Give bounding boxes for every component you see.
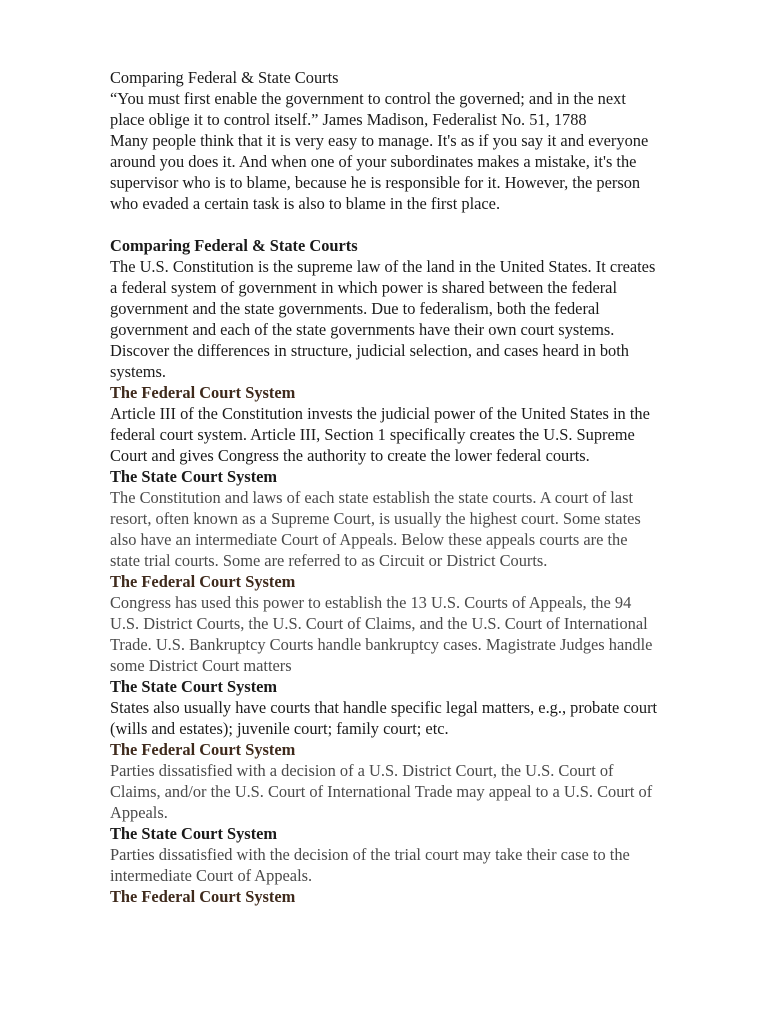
section-text-federal-1: Article III of the Constitution invests the judicial power of the United States in the federal court system. Article III, Section 1 specifically creates the U.S. Supreme Court and gives Congress the authority to create the lower federal courts. [110, 404, 650, 465]
spacer [110, 214, 728, 235]
section-heading-state-1: The State Court System [110, 467, 278, 486]
section-heading-state-3: The State Court System [110, 824, 278, 843]
main-paragraph: The U.S. Constitution is the supreme law of the land in the United States. It creates a federal system of government in which power is shared between the federal government and the state governments. Due to federalism, both the federal government and each of the state governments have their own court systems. Discover the differences in structure, judicial selection, and cases heard in both systems. [110, 257, 656, 381]
section-text-state-2: States also usually have courts that handle specific legal matters, e.g., probate court (wills and estates); juvenile court; family court; etc. [110, 698, 658, 738]
section-heading-federal-4: The Federal Court System [110, 887, 296, 906]
section-text-federal-3: Parties dissatisfied with a decision of a U.S. District Court, the U.S. Court of Claims, and/or the U.S. Court of International Trade may appeal to a U.S. Court of Appeals. [110, 761, 653, 822]
intro-paragraph: Many people think that it is very easy to manage. It's as if you say it and everyone around you does it. And when one of your subordinates makes a mistake, it's the supervisor who is to blame, because he is responsible for it. However, the person who evaded a certain task is also to blame in the first place. [110, 131, 649, 213]
section-text-state-1: The Constitution and laws of each state establish the state courts. A court of last resort, often known as a Supreme Court, is usually the highest court. Some states also have an intermediate Court of Appeals. Below these appeals courts are the state trial courts. Some are referred to as Circuit or District Courts. [110, 488, 641, 570]
intro-quote: “You must first enable the government to control the governed; and in the next place oblige it to control itself.” James Madison, Federalist No. 51, 1788 [110, 89, 626, 129]
section-heading-federal-2: The Federal Court System [110, 572, 296, 591]
section-heading-federal-1: The Federal Court System [110, 383, 296, 402]
section-text-federal-2: Congress has used this power to establish the 13 U.S. Courts of Appeals, the 94 U.S. District Courts, the U.S. Court of Claims, and the U.S. Court of International Trade. U.S. Bankruptcy Courts handle bankruptcy cases. Magistrate Judges handle some District Court matters [110, 593, 653, 675]
section-heading-federal-3: The Federal Court System [110, 740, 296, 759]
section-heading-state-2: The State Court System [110, 677, 278, 696]
intro-title: Comparing Federal & State Courts [110, 68, 339, 87]
section-text-state-3: Parties dissatisfied with the decision of the trial court may take their case to the intermediate Court of Appeals. [110, 845, 630, 885]
main-heading: Comparing Federal & State Courts [110, 236, 358, 255]
